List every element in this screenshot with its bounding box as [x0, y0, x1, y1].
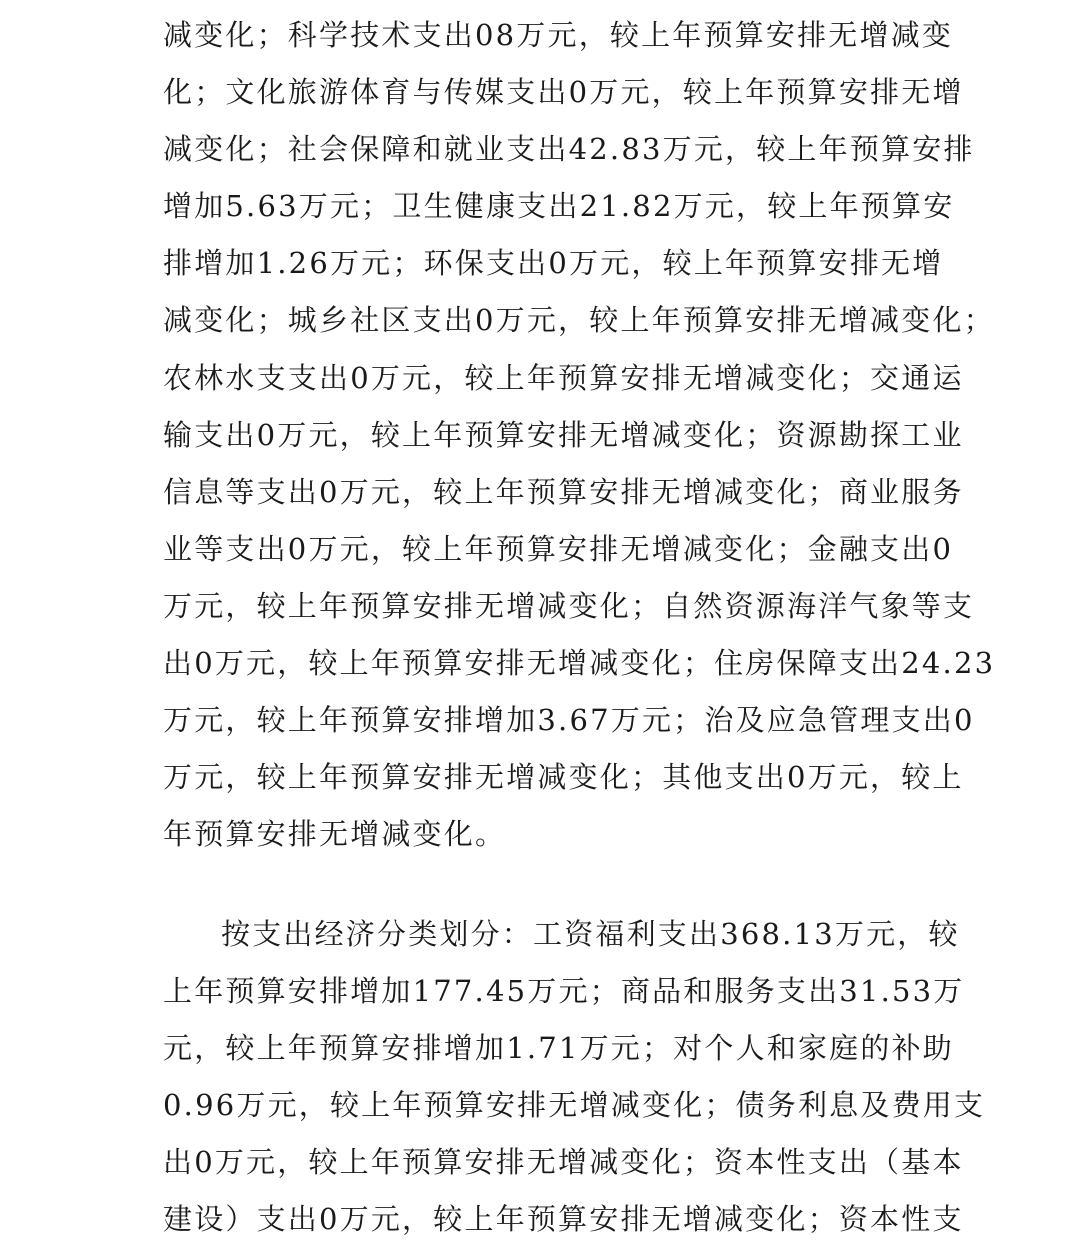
paragraph-economic-classification — [163, 906, 986, 1249]
text-line: 化；文化旅游体育与传媒支出0万元，较上年预算安排无增 — [163, 75, 964, 110]
paragraph-function-classification — [163, 7, 996, 863]
text-line: 业等支出0万元，较上年预算安排无增减变化；金融支出0 — [163, 531, 954, 566]
text-line: 建设）支出0万元，较上年预算安排无增减变化；资本性支 — [163, 1202, 964, 1237]
text-line: 按支出经济分类划分：工资福利支出368.13万元，较 — [221, 917, 960, 951]
text-line: 出0万元，较上年预算安排无增减变化；资本性支出（基本 — [163, 1145, 964, 1180]
text-line: 万元，较上年预算安排无增减变化；自然资源海洋气象等支 — [163, 588, 975, 623]
text-line: 元，较上年预算安排增加1.71万元；对个人和家庭的补助 — [163, 1031, 954, 1066]
text-line: 输支出0万元，较上年预算安排无增减变化；资源勘探工业 — [163, 417, 964, 452]
text-line: 信息等支出0万元，较上年预算安排无增减变化；商业服务 — [163, 474, 964, 509]
text-line: 排增加1.26万元；环保支出0万元，较上年预算安排无增 — [163, 246, 944, 281]
text-line: 减变化；科学技术支出08万元，较上年预算安排无增减变 — [163, 18, 954, 52]
text-line: 减变化；社会保障和就业支出42.83万元，较上年预算安排 — [163, 132, 975, 167]
text-line: 0.96万元，较上年预算安排无增减变化；债务利息及费用支 — [163, 1088, 986, 1123]
text-line: 减变化；城乡社区支出0万元，较上年预算安排无增减变化； — [163, 303, 995, 338]
text-line: 出0万元，较上年预算安排无增减变化；住房保障支出24.23 — [163, 646, 996, 681]
text-line: 增加5.63万元；卫生健康支出21.82万元，较上年预算安 — [163, 189, 955, 224]
text-line: 年预算安排无增减变化。 — [163, 817, 507, 852]
text-line: 万元，较上年预算安排增加3.67万元；治及应急管理支出0 — [163, 703, 975, 738]
text-line: 万元，较上年预算安排无增减变化；其他支出0万元，较上 — [163, 760, 964, 795]
text-line: 农林水支支出0万元，较上年预算安排无增减变化；交通运 — [163, 360, 964, 395]
text-line: 上年预算安排增加177.45万元；商品和服务支出31.53万 — [163, 974, 965, 1009]
